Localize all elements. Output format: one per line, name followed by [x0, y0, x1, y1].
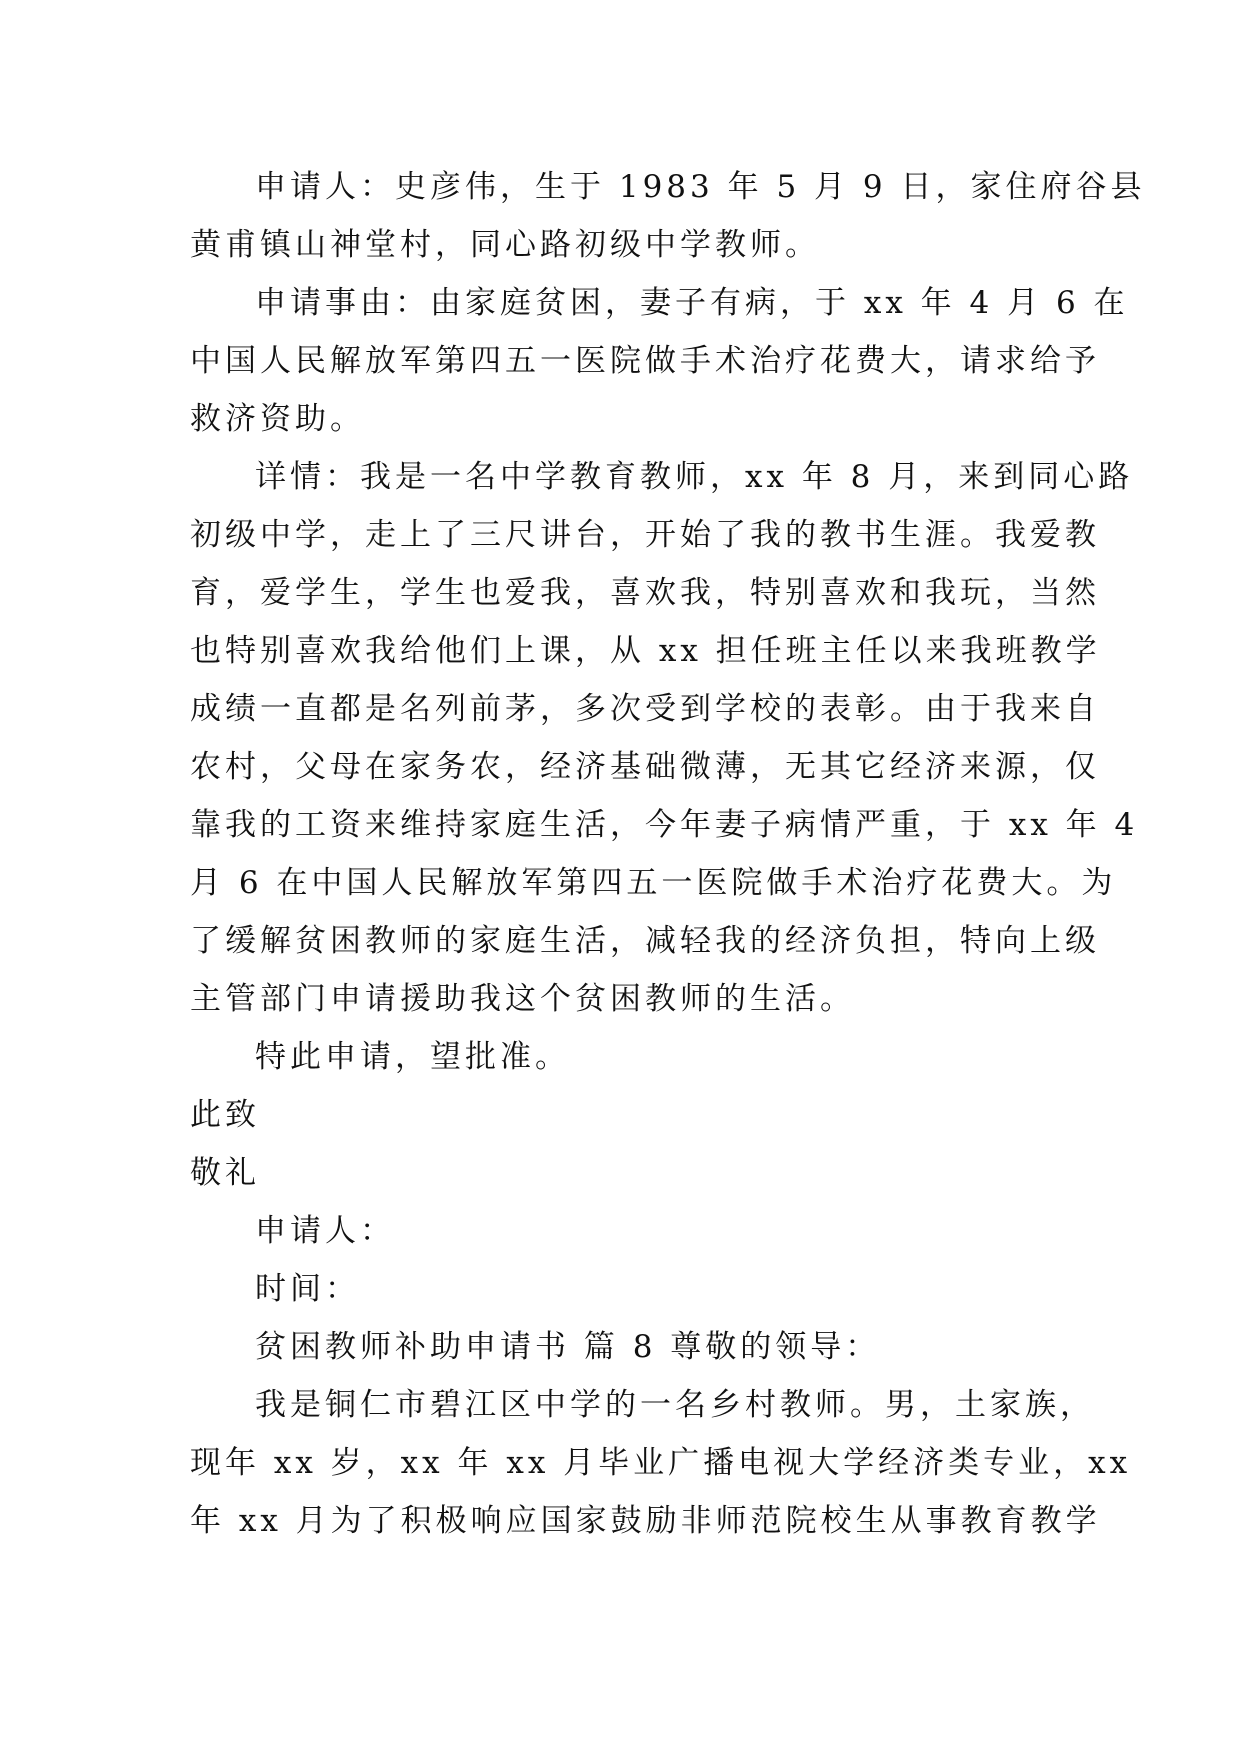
text-line: 详情：我是一名中学教育教师，xx 年 8 月，来到同心路 [255, 459, 1134, 495]
text-line: 申请人：史彦伟，生于 1983 年 5 月 9 日，家住府谷县 [255, 169, 1146, 205]
text-line: 现年 xx 岁，xx 年 xx 月毕业广播电视大学经济类专业，xx [190, 1445, 1132, 1481]
text-line: 特此申请，望批准。 [255, 1039, 570, 1075]
text-line: 年 xx 月为了积极响应国家鼓励非师范院校生从事教育教学 [190, 1503, 1101, 1539]
document-body [190, 158, 1146, 1550]
text-line: 育，爱学生，学生也爱我，喜欢我，特别喜欢和我玩，当然 [190, 575, 1100, 611]
text-line: 成绩一直都是名列前茅，多次受到学校的表彰。由于我来自 [190, 691, 1100, 727]
text-line: 时间： [255, 1271, 360, 1307]
text-line: 敬礼 [190, 1155, 260, 1191]
text-line: 月 6 在中国人民解放军第四五一医院做手术治疗花费大。为 [190, 865, 1117, 901]
text-line: 我是铜仁市碧江区中学的一名乡村教师。男，土家族， [255, 1387, 1095, 1423]
text-line: 此致 [190, 1097, 260, 1133]
text-line: 主管部门申请援助我这个贫困教师的生活。 [190, 981, 855, 1017]
text-line: 贫困教师补助申请书 篇 8 尊敬的领导： [255, 1329, 881, 1365]
text-line: 中国人民解放军第四五一医院做手术治疗花费大，请求给予 [190, 343, 1100, 379]
text-line: 申请事由：由家庭贫困，妻子有病，于 xx 年 4 月 6 在 [255, 285, 1129, 321]
text-line: 黄甫镇山神堂村，同心路初级中学教师。 [190, 227, 820, 263]
text-line: 农村，父母在家务农，经济基础微薄，无其它经济来源，仅 [190, 749, 1100, 785]
text-line: 了缓解贫困教师的家庭生活，减轻我的经济负担，特向上级 [190, 923, 1100, 959]
text-line: 初级中学，走上了三尺讲台，开始了我的教书生涯。我爱教 [190, 517, 1100, 553]
text-line: 也特别喜欢我给他们上课，从 xx 担任班主任以来我班教学 [190, 633, 1101, 669]
text-line: 申请人： [255, 1213, 395, 1249]
text-line: 救济资助。 [190, 401, 365, 437]
text-line: 靠我的工资来维持家庭生活，今年妻子病情严重，于 xx 年 4 [190, 807, 1139, 843]
